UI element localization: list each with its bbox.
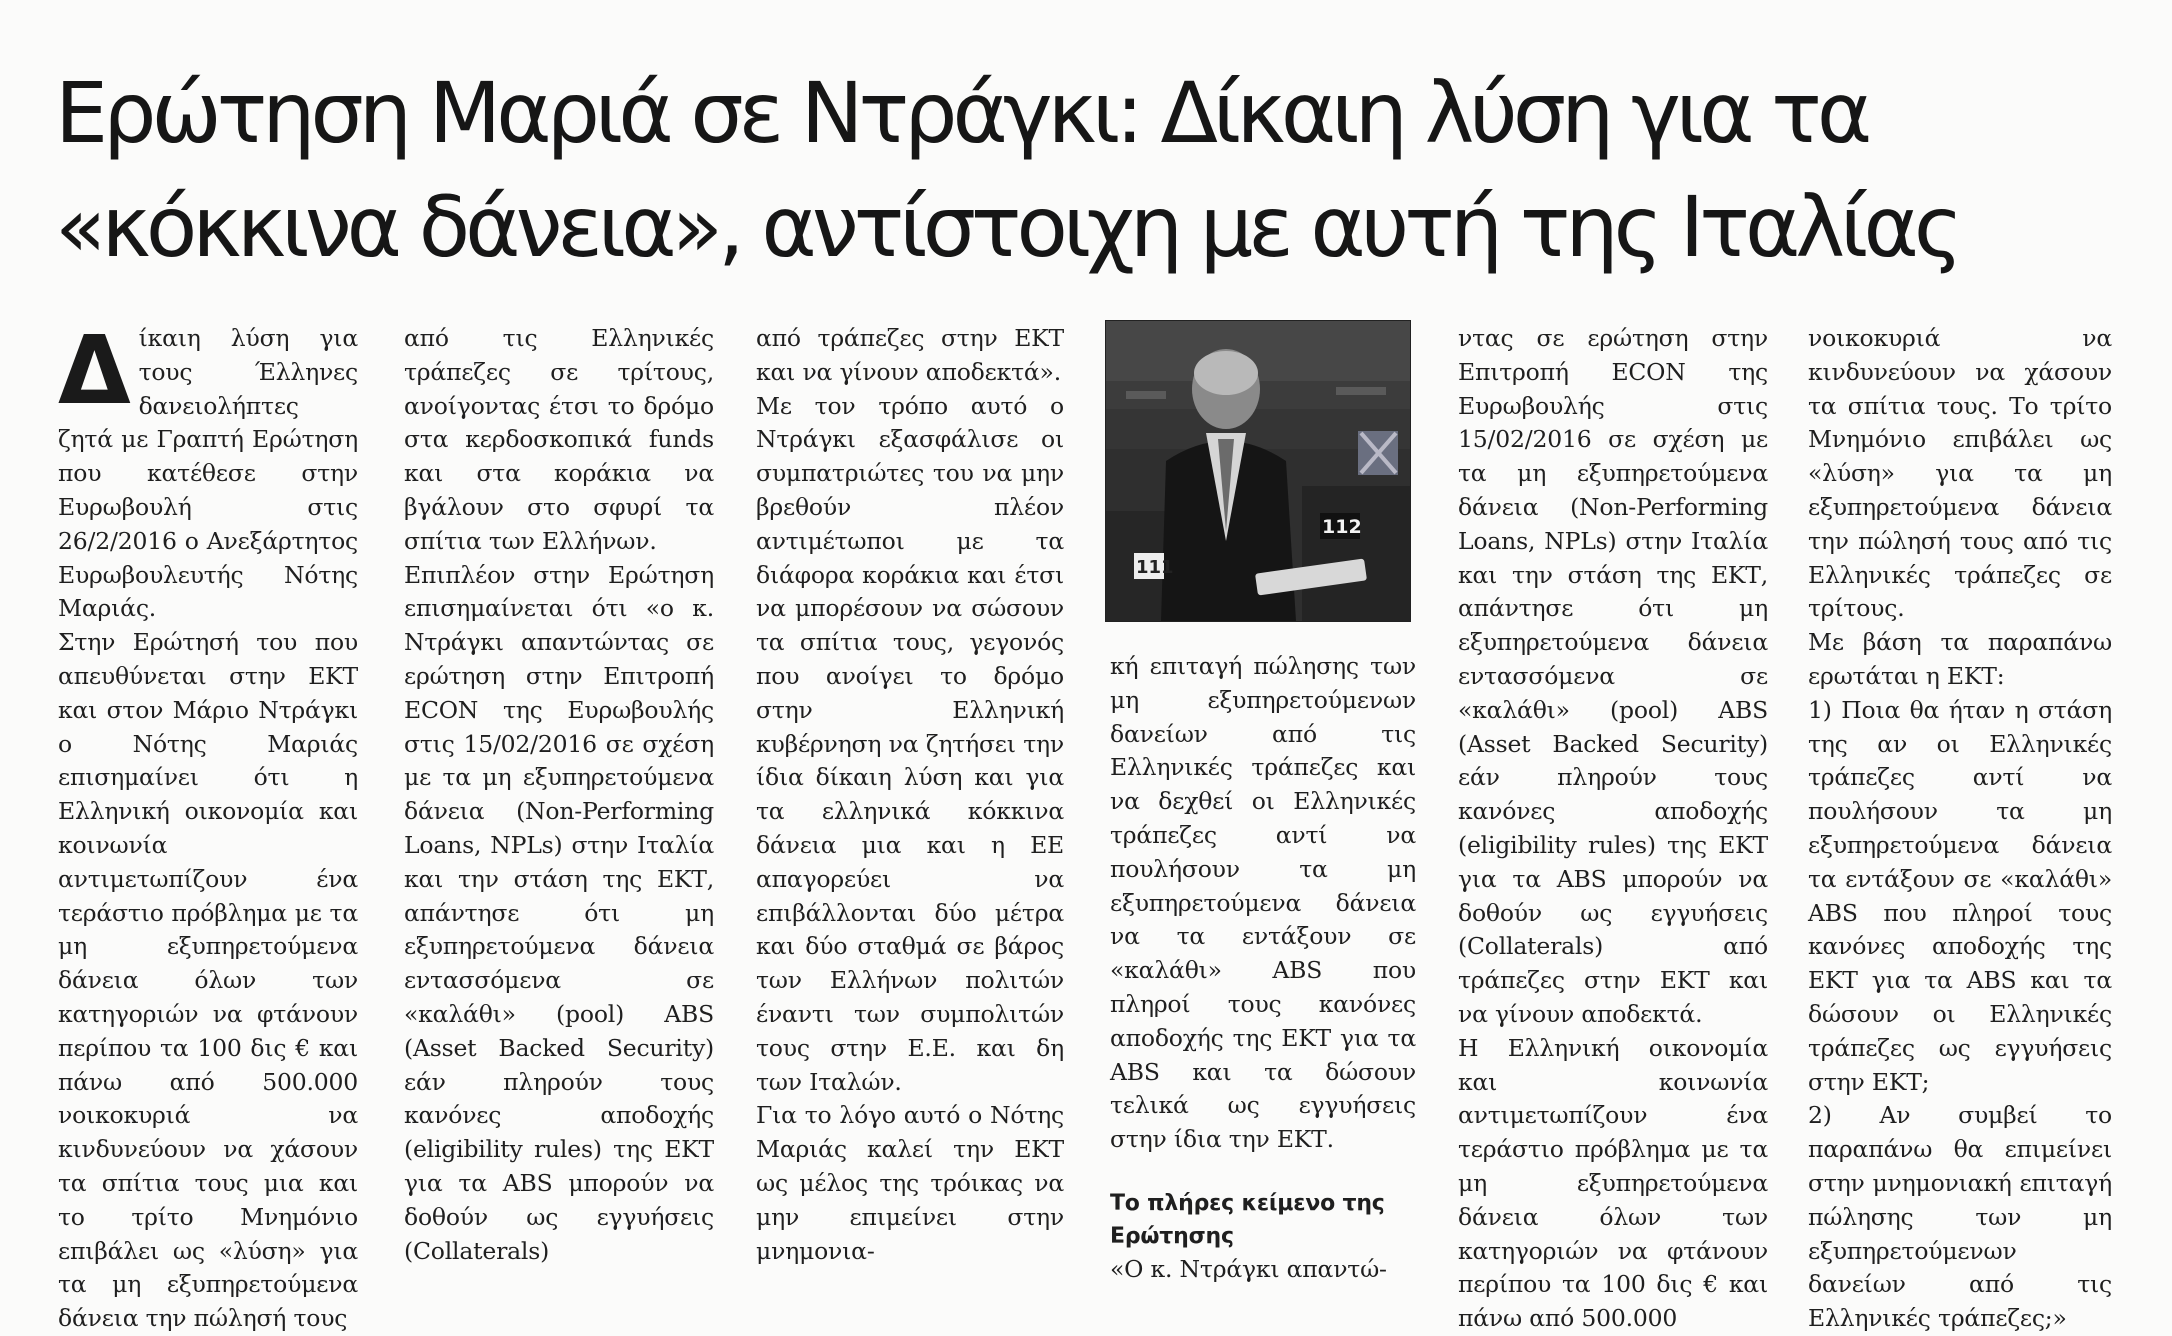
paragraph: Με βάση τα παραπάνω ερωτάται η ΕΚΤ: (1808, 628, 2112, 690)
headline: Ερώτηση Μαριά σε Ντράγκι: Δίκαιη λύση για τα «κόκκινα δάνεια», αντίστοιχη με αυτή της Ιταλίας (55, 64, 1959, 276)
column-5 (1458, 322, 1768, 1336)
paragraph: Επιπλέον στην Ερώτηση επισημαίνεται ότι «ο κ. Ντράγκι απαντώντας σε ερώτηση στην Επιτροπή ECON της Ευρωβουλής στις 15/02/2016 σε σχέση με τα μη εξυπηρετούμενα δάνεια (Non-Performing Loans, NPLs) στην Ιταλία και την στάση της ΕΚΤ, απάντησε ότι μη εξυπηρετούμενα δάνεια εντασσόμενα σε «καλάθι» (pool) ABS (Asset Backed Security) εάν πληρούν τους κανόνες αποδοχής (eligibility rules) της ΕΚΤ για τα ABS μπορούν να δοθούν ως εγγυήσεις (Collaterals) (404, 560, 714, 1265)
paragraph: κή επιταγή πώλησης των μη εξυπηρετούμενων δανείων από τις Ελληνικές τράπεζες και να δεχθεί οι Ελληνικές τράπεζες αντί να πουλήσουν τα μη εξυπηρετούμενα δάνεια να τα εντάξουν σε «καλάθι» ABS που πληροί τους κανόνες αποδοχής της ΕΚΤ για τα ABS και τα δώσουν τελικά ως εγγυήσεις στην ίδια την ΕΚΤ. (1110, 652, 1416, 1154)
subheading: Το πλήρες κείμενο της Ερώτησης (1110, 1190, 1385, 1249)
paragraph: από τις Ελληνικές τράπεζες σε τρίτους, ανοίγοντας έτσι το δρόμο στα κερδοσκοπικά funds και στα κοράκια να βγάλουν στο σφυρί τα σπίτια των Ελλήνων. (404, 324, 714, 555)
paragraph: Στην Ερώτησή του που απευθύνεται στην ΕΚΤ και στον Μάριο Ντράγκι ο Νότης Μαριάς επισημαίνει ότι η Ελληνική οικονομία και κοινωνία αντιμετωπίζουν ένα τεράστιο πρόβλημα με τα μη εξυπηρετούμενα δάνεια όλων των κατηγοριών να φτάνουν περίπου τα 100 δις € και πάνω από 500.000 νοικοκυριά να κινδυνεύουν να χάσουν τα σπίτια τους μια και το τρίτο Μνημόνιο επιβάλει ως «λύση» για τα μη εξυπηρετούμενα δάνεια την πώλησή τους (58, 628, 358, 1333)
paragraph: Με τον τρόπο αυτό ο Ντράγκι εξασφάλισε οι συμπατριώτες του να μην βρεθούν πλέον αντιμέτωποι με τα διάφορα κοράκια και έτσι να μπορέσουν να σώσουν τα σπίτια τους, γεγονός που ανοίγει το δρόμο στην Ελληνική κυβέρνηση να ζητήσει την ίδια δίκαιη λύση και για τα ελληνικά κόκκινα δάνεια μια και η ΕΕ απαγορεύει να επιβάλλονται δύο μέτρα και δύο σταθμά σε βάρος των Ελλήνων πολιτών έναντι των συμπολιτών τους στην Ε.Ε. και δη των Ιταλών. (756, 391, 1064, 1096)
paragraph: νοικοκυριά να κινδυνεύουν να χάσουν τα σπίτια τους. Το τρίτο Μνημόνιο επιβάλει ως «λύση» για τα μη εξυπηρετούμενα δάνεια την πώλησή τους από τις Ελληνικές τράπεζες σε τρίτους. (1808, 324, 2112, 623)
column-3 (756, 322, 1064, 1268)
column-6 (1808, 322, 2112, 1336)
drop-cap: Δ (58, 317, 131, 426)
paragraph: «Ο κ. Ντράγκι απαντώ- (1110, 1254, 1387, 1283)
paragraph: Για το λόγο αυτό ο Νότης Μαριάς καλεί την ΕΚΤ ως μέλος της τρόικας να μην επιμείνει στην μνημονια- (756, 1101, 1064, 1265)
column-4 (1110, 650, 1416, 1287)
column-2 (404, 322, 714, 1268)
paragraph: 1) Ποια θα ήταν η στάση της αν οι Ελληνικές τράπεζες αντί να πουλήσουν τα μη εξυπηρετούμενα δάνεια τα εντάξουν σε «καλάθι» ABS που πληροί τους κανόνες αποδοχής της ΕΚΤ για τα ABS και τα δώσουν οι Ελληνικές τράπεζες ως εγγυήσεις στην ΕΚΤ; (1808, 695, 2112, 1096)
paragraph: από τράπεζες στην ΕΚΤ και να γίνουν αποδεκτά». (756, 324, 1064, 386)
speaker-photo-illustration (1106, 321, 1410, 621)
column-1 (58, 317, 358, 1336)
paragraph: ίκαιη λύση για τους Έλληνες δανειολήπτες ζητά με Γραπτή Ερώτηση που κατέθεσε στην Ευρωβουλή στις 26/2/2016 ο Ανεξάρτητος Ευρωβουλευτής Νότης Μαριάς. (58, 324, 358, 623)
desk-number-112: 112 (1322, 516, 1362, 538)
paragraph: Η Ελληνική οικονομία και κοινωνία αντιμετωπίζουν ένα τεράστιο πρόβλημα με τα μη εξυπηρετούμενα δάνεια όλων των κατηγοριών να φτάνουν περίπου τα 100 δις € και πάνω από 500.000 (1458, 1033, 1768, 1333)
article-photo (1105, 320, 1411, 622)
paragraph: 2) Αν συμβεί το παραπάνω θα επιμείνει στην μνημονιακή επιταγή πώλησης των μη εξυπηρετούμενων δανείων από τις Ελληνικές τράπεζες;» (1808, 1101, 2112, 1333)
desk-number-111: 111 (1136, 557, 1174, 578)
paragraph: ντας σε ερώτηση στην Επιτροπή ECON της Ευρωβουλής στις 15/02/2016 σε σχέση με τα μη εξυπηρετούμενα δάνεια (Non-Performing Loans, NPLs) στην Ιταλία και την στάση της ΕΚΤ, απάντησε ότι μη εξυπηρετούμενα δάνεια εντασσόμενα σε «καλάθι» (pool) ABS (Asset Backed Security) εάν πληρούν τους κανόνες αποδοχής (eligibility rules) της ΕΚΤ για τα ABS μπορούν να δοθούν ως εγγυήσεις (Collaterals) από τράπεζες στην ΕΚΤ και να γίνουν αποδεκτά. (1458, 324, 1768, 1028)
